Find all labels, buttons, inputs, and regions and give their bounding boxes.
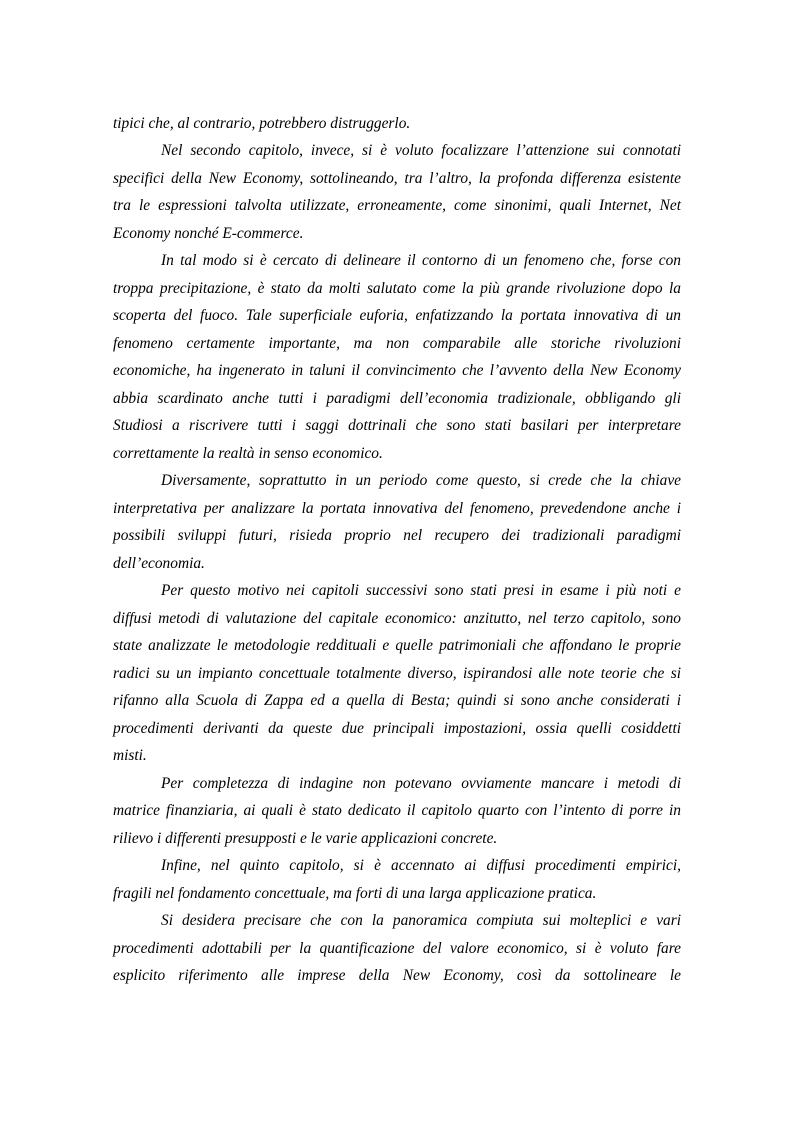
text-line: matrice finanziaria, ai quali è stato dedicato il capitolo quarto con l’intento di porre in — [113, 802, 681, 819]
text-line: tra le espressioni talvolta utilizzate, erroneamente, come sinonimi, quali Internet, Net — [113, 197, 681, 214]
text-line: rifanno alla Scuola di Zappa ed a quella di Besta; quindi si sono anche considerati i — [113, 692, 681, 709]
text-line: diffusi metodi di valutazione del capitale economico: anzitutto, nel terzo capitolo, sono — [113, 610, 681, 627]
text-line: scoperta del fuoco. Tale superficiale euforia, enfatizzando la portata innovativa di un — [113, 307, 681, 324]
text-line: radici su un impianto concettuale totalmente diverso, ispirandosi alle note teorie che si — [113, 665, 681, 682]
paragraph-first-line: Per questo motivo nei capitoli successivi sono stati presi in esame i più noti e — [161, 582, 681, 599]
text-line: Economy nonché E-commerce. — [113, 225, 304, 242]
text-line: abbia scardinato anche tutti i paradigmi dell’economia tradizionale, obbligando gli — [113, 390, 681, 407]
text-line: interpretativa per analizzare la portata innovativa del fenomeno, prevedendone anche i — [113, 500, 681, 517]
text-line: fragili nel fondamento concettuale, ma forti di una larga applicazione pratica. — [113, 885, 597, 902]
text-line: esplicito riferimento alle imprese della New Economy, così da sottolineare le — [113, 967, 681, 984]
text-line: misti. — [113, 747, 147, 764]
text-line: procedimenti derivanti da queste due principali impostazioni, ossia quelli cosiddetti — [113, 720, 681, 737]
text-line: specifici della New Economy, sottolineando, tra l’altro, la profonda differenza esistente — [113, 170, 681, 187]
paragraph-first-line: Infine, nel quinto capitolo, si è accennato ai diffusi procedimenti empirici, — [161, 857, 681, 874]
text-line: possibili sviluppi futuri, risieda proprio nel recupero dei tradizionali paradigmi — [113, 527, 681, 544]
text-line: rilievo i differenti presupposti e le varie applicazioni concrete. — [113, 830, 498, 847]
paragraph-first-line: In tal modo si è cercato di delineare il contorno di un fenomeno che, forse con — [161, 252, 681, 269]
text-line: correttamente la realtà in senso economico. — [113, 445, 383, 462]
paragraph-first-line: Per completezza di indagine non potevano ovviamente mancare i metodi di — [161, 775, 681, 792]
text-line: dell’economia. — [113, 555, 205, 572]
paragraph-first-line: Si desidera precisare che con la panoramica compiuta sui molteplici e vari — [161, 912, 681, 929]
text-line: tipici che, al contrario, potrebbero distruggerlo. — [113, 115, 411, 132]
text-line: fenomeno certamente importante, ma non comparabile alle storiche rivoluzioni — [113, 335, 681, 352]
text-line: procedimenti adottabili per la quantificazione del valore economico, si è voluto fare — [113, 940, 681, 957]
paragraph-first-line: Diversamente, soprattutto in un periodo come questo, si crede che la chiave — [161, 472, 681, 489]
text-line: economiche, ha ingenerato in taluni il convincimento che l’avvento della New Economy — [113, 362, 681, 379]
paragraph-first-line: Nel secondo capitolo, invece, si è voluto focalizzare l’attenzione sui connotati — [161, 142, 681, 159]
text-line: Studiosi a riscrivere tutti i saggi dottrinali che sono stati basilari per interpretare — [113, 417, 681, 434]
text-line: state analizzate le metodologie reddituali e quelle patrimoniali che affondano le proprie — [113, 637, 681, 654]
text-line: troppa precipitazione, è stato da molti salutato come la più grande rivoluzione dopo la — [113, 280, 681, 297]
